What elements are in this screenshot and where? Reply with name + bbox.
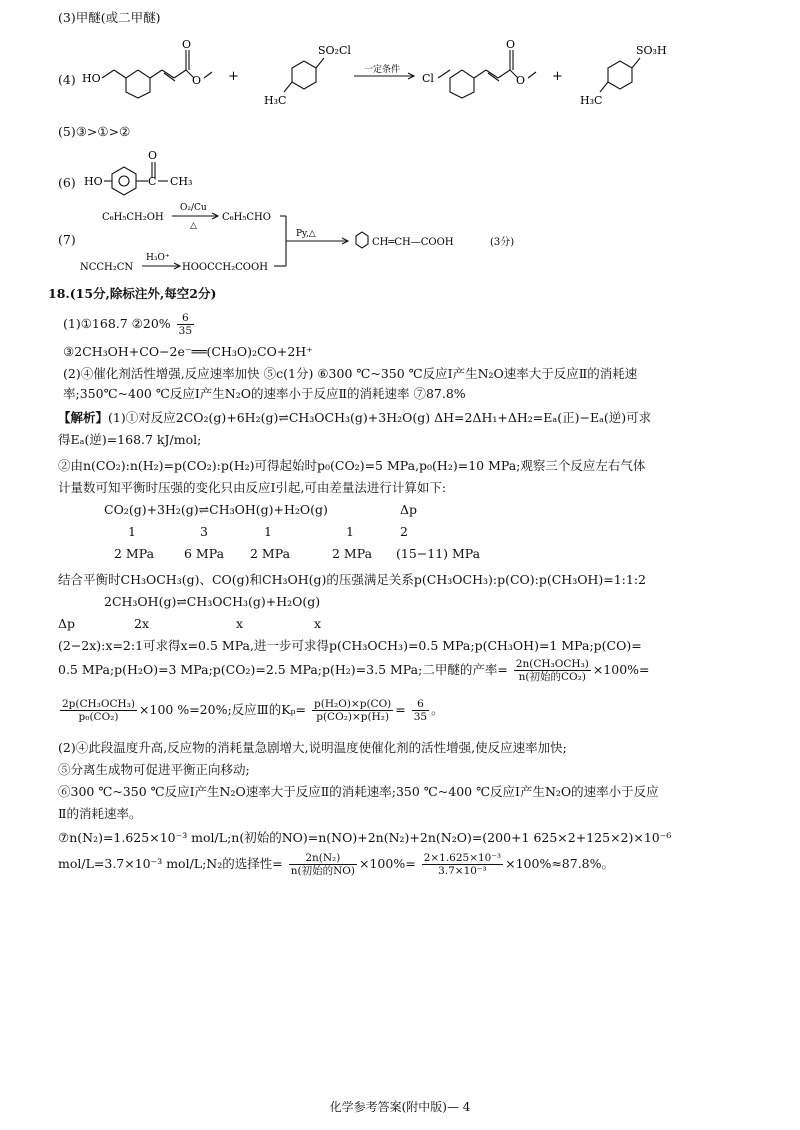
answer-17-7-label: (7)	[58, 232, 76, 247]
ex14-num2: 2×1.625×10⁻³	[423, 852, 502, 864]
coef-1: 1	[128, 524, 136, 539]
explanation-line13: ⑦n(N₂)=1.625×10⁻³ mol/L;n(初始的NO)=n(NO)+2n(N₂)+2n(N₂O)=(200+1 625×2+125×2)×10⁻⁶	[58, 830, 672, 845]
answer-18-2-line1: (2)④催化剂活性增强,反应速率加快 ⑤c(1分) ⑥300 ℃~350 ℃反应Ⅰ产生N₂O速率大于反应Ⅱ的消耗速	[63, 366, 638, 381]
reactant1-ester-o: O	[192, 74, 202, 87]
explanation-line14	[58, 852, 614, 877]
structure-6	[82, 148, 242, 198]
eq2-2x: 2x	[134, 616, 150, 631]
ex14-num1: 2n(N₂)	[289, 852, 357, 865]
ex8-fraction1	[60, 698, 137, 723]
ex14-text: mol/L=3.7×10⁻³ mol/L;N₂的选择性=	[58, 856, 283, 871]
answer-17-3: (3)甲醚(或二甲醚)	[58, 10, 161, 25]
ex8-den1: p₀(CO₂)	[78, 711, 119, 723]
reactant2-h3c: H₃C	[264, 94, 287, 107]
explanation-line5: 结合平衡时CH₃OCH₃(g)、CO(g)和CH₃OH(g)的压强满足关系p(CH₃OCH₃):p(CO):p(CH₃OH)=1:1:2	[58, 572, 646, 587]
explanation-line9: (2)④此段温度升高,反应物的消耗量急剧增大,说明温度使催化剂的活性增强,使反应速率加快;	[58, 740, 567, 755]
pressure-4: 2 MPa	[332, 546, 373, 561]
route-final-product: CH═CH—COOH	[372, 237, 454, 248]
ex7-den: n(初始的CO₂)	[518, 671, 586, 683]
ex8-fraction3	[412, 698, 429, 723]
explanation-line8	[58, 698, 444, 723]
route-product1: C₆H₅CHO	[222, 212, 271, 223]
answer-18-1-text: (1)①168.7 ②20%	[63, 316, 171, 331]
ex8-text: ×100 %=20%;反应Ⅲ的Kₚ=	[139, 702, 307, 717]
answer-18-2-line2: 率;350℃~400 ℃反应Ⅰ产生N₂O的速率小于反应Ⅱ的消耗速率 ⑦87.8%	[63, 386, 466, 401]
explanation-line11: ⑥300 ℃~350 ℃反应Ⅰ产生N₂O速率大于反应Ⅱ的消耗速率;350 ℃~400 ℃反应Ⅰ产生N₂O的速率小于反应	[58, 784, 659, 799]
route-product2: HOOCCH₂COOH	[182, 262, 268, 273]
product2-group: SO₃H	[636, 44, 667, 57]
route-condition3: Py,△	[296, 229, 316, 239]
plus-sign-1: +	[228, 69, 239, 84]
ex8-fraction2	[312, 698, 393, 723]
answer-17-5: (5)③>①>②	[58, 124, 131, 139]
plus-sign-2: +	[552, 69, 563, 84]
reactant1-carbonyl-o: O	[182, 38, 192, 51]
eq2-x2: x	[314, 616, 322, 631]
answer-18-1-fraction	[177, 312, 194, 337]
explanation-line10: ⑤分离生成物可促进平衡正向移动;	[58, 762, 250, 777]
ex8-num3: 6	[412, 698, 429, 711]
ex14-fraction1	[289, 852, 357, 877]
route-reactant1: C₆H₅CH₂OH	[102, 212, 164, 223]
ex8-den3: 35	[413, 711, 428, 723]
explanation-line12: Ⅱ的消耗速率。	[58, 806, 142, 821]
product1-carbonyl-o: O	[506, 38, 516, 51]
explanation-line2: 得Eₐ(逆)=168.7 kJ/mol;	[58, 432, 202, 447]
coef-4: 1	[346, 524, 354, 539]
route-condition2: H₃O⁺	[146, 253, 170, 263]
pressure-1: 2 MPa	[114, 546, 155, 561]
ex7-num: 2n(CH₃OCH₃)	[515, 658, 589, 670]
explanation-tag: 【解析】	[58, 410, 109, 425]
explanation-line4: 计量数可知平衡时压强的变化只由反应Ⅰ引起,可由差量法进行计算如下:	[58, 480, 447, 495]
structure6-o: O	[148, 149, 158, 162]
product1-cl: Cl	[422, 72, 434, 85]
reactant1-ho: HO	[82, 72, 101, 85]
coef-3: 1	[264, 524, 272, 539]
explanation-line3: ②由n(CO₂):n(H₂)=p(CO₂):p(H₂)可得起始时p₀(CO₂)=5 MPa,p₀(H₂)=10 MPa;观察三个反应左右气体	[58, 458, 646, 473]
ex7-fraction	[514, 658, 591, 683]
eq2-x1: x	[236, 616, 244, 631]
explanation-line7	[58, 658, 650, 683]
explanation-text1: (1)①对反应2CO₂(g)+6H₂(g)⇌CH₃OCH₃(g)+3H₂O(g) ΔH=2ΔH₁+ΔH₂=Eₐ(正)−Eₐ(逆)可求	[108, 410, 652, 425]
reactant2-group: SO₂Cl	[318, 44, 351, 57]
question-18-header: 18.(15分,除标注外,每空2分)	[48, 286, 217, 301]
ex8-eq: =	[395, 702, 406, 717]
ex8-den2: p(CO₂)×p(H₂)	[316, 711, 390, 723]
route-condition1b: △	[190, 221, 197, 231]
reaction-condition: 一定条件	[364, 65, 401, 75]
answer-18-3: ③2CH₃OH+CO−2e⁻══(CH₃O)₂CO+2H⁺	[63, 344, 313, 359]
equation-2: 2CH₃OH(g)⇌CH₃OCH₃(g)+H₂O(g)	[104, 594, 321, 609]
structure6-carbon: C	[148, 175, 157, 188]
ex14-den1: n(初始的NO)	[290, 865, 355, 877]
ex14-fraction2	[422, 852, 503, 877]
pressure-3: 2 MPa	[250, 546, 291, 561]
coef-5: 2	[400, 524, 408, 539]
route-condition1: O₂/Cu	[180, 203, 207, 213]
reaction-scheme-4	[80, 34, 700, 114]
pressure-5: (15−11) MPa	[396, 546, 481, 561]
ex14-end: ×100%≈87.8%。	[505, 856, 615, 871]
explanation-line1	[58, 410, 651, 426]
product1-ester-o: O	[516, 74, 526, 87]
ex14-den2: 3.7×10⁻³	[438, 865, 487, 877]
ex7-tail: ×100%=	[592, 662, 650, 677]
ex14-mid: ×100%=	[358, 856, 416, 871]
product2-h3c: H₃C	[580, 94, 603, 107]
fraction-num: 6	[177, 312, 194, 325]
route-score: (3分)	[490, 237, 515, 248]
eq2-dp: Δp	[58, 616, 76, 631]
route-reactant2: NCCH₂CN	[80, 262, 134, 273]
explanation-line6: (2−2x):x=2:1可求得x=0.5 MPa,进一步可求得p(CH₃OCH₃)=0.5 MPa;p(CH₃OH)=1 MPa;p(CO)=	[58, 638, 642, 653]
fraction-den: 35	[178, 325, 193, 337]
structure6-ch3: CH₃	[170, 175, 193, 188]
structure6-ho: HO	[84, 175, 103, 188]
ex7-text: 0.5 MPa;p(H₂O)=3 MPa;p(CO₂)=2.5 MPa;p(H₂)=3.5 MPa;二甲醚的产率=	[58, 662, 508, 677]
answer-18-1	[63, 312, 196, 337]
page-footer: 化学参考答案(附中版)— 4	[329, 1100, 471, 1114]
ex8-num1: 2p(CH₃OCH₃)	[62, 698, 136, 710]
synthesis-route-7	[80, 196, 560, 276]
pressure-2: 6 MPa	[184, 546, 225, 561]
ex8-num2: p(H₂O)×p(CO)	[314, 698, 392, 710]
answer-17-6-label: (6)	[58, 175, 76, 190]
equation-1-dp: Δp	[400, 502, 418, 517]
coef-2: 3	[200, 524, 208, 539]
answer-17-4-label: (4)	[58, 72, 76, 87]
ex8-end: 。	[431, 702, 444, 717]
equation-1: CO₂(g)+3H₂(g)⇌CH₃OH(g)+H₂O(g)	[104, 502, 328, 517]
